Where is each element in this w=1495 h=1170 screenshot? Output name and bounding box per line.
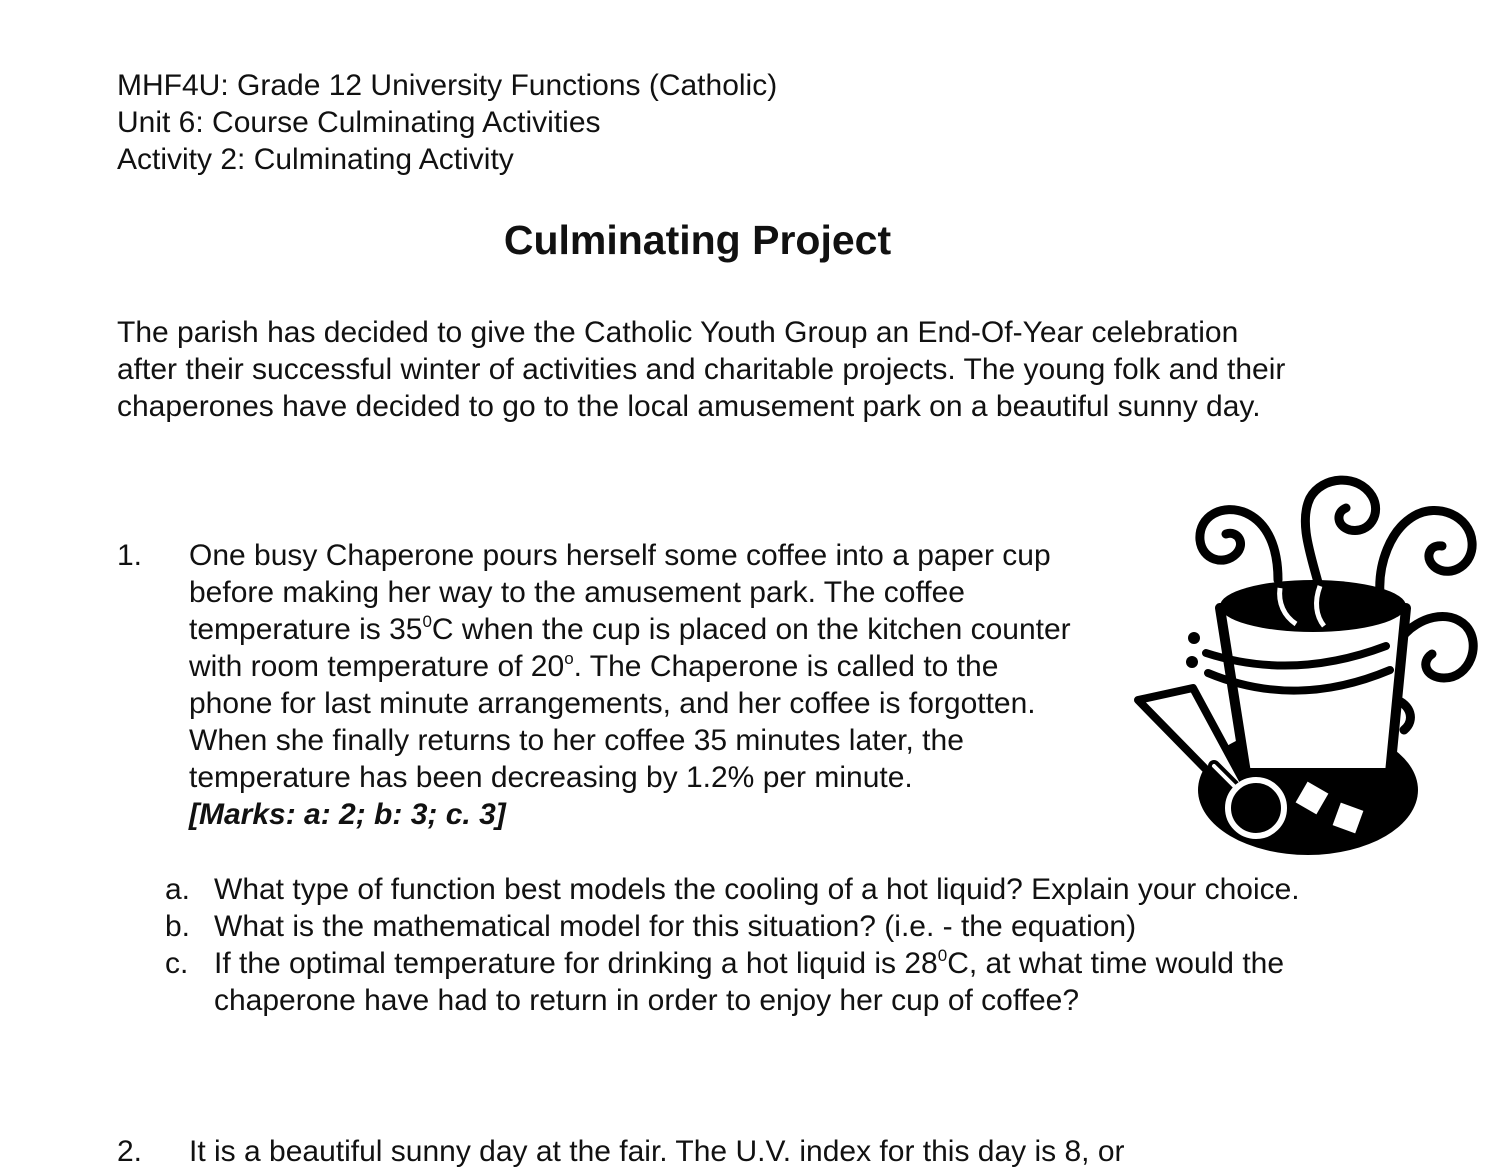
question-1-line: phone for last minute arrangements, and her coffee is forgotten. (189, 687, 1036, 720)
subpart-c-label: c. (165, 947, 189, 980)
subpart-a (165, 871, 1305, 908)
subpart-a-label: a. (165, 873, 191, 906)
subpart-b-text: What is the mathematical model for this situation? (i.e. - the equation) (214, 910, 1137, 943)
text-fragment: If the optimal temperature for drinking a hot liquid is 28 (214, 947, 938, 980)
text-fragment: C when the cup is placed on the kitchen counter (431, 613, 1071, 646)
course-header (117, 67, 777, 178)
superscript: o (564, 649, 574, 668)
question-1-line: When she finally returns to her coffee 35 minutes later, the (189, 724, 964, 757)
question-1-line: temperature has been decreasing by 1.2% per minute. (189, 761, 913, 794)
page-title: Culminating Project (503, 217, 892, 263)
superscript: 0 (422, 612, 432, 631)
intro-paragraph: The parish has decided to give the Catholic Youth Group an End-Of-Year celebration after their successful winter of activities and charitable projects. The young folk and their chaperones have decided to go to the local amusement park on a beautiful sunny day. (117, 316, 1286, 423)
text-fragment: temperature is 35 (189, 613, 423, 646)
question-2 (117, 1133, 1125, 1170)
unit-line: Unit 6: Course Culminating Activities (117, 106, 601, 139)
text-fragment: . The Chaperone is called to the (573, 650, 999, 683)
activity-line: Activity 2: Culminating Activity (117, 143, 514, 176)
coffee-cup-icon (1128, 468, 1484, 860)
subpart-b-label: b. (165, 910, 191, 943)
question-1-number: 1. (117, 539, 143, 572)
subpart-a-text: What type of function best models the cooling of a hot liquid? Explain your choice. (214, 873, 1300, 906)
text-fragment: with room temperature of 20 (189, 650, 565, 683)
question-1-line (189, 611, 1149, 648)
subpart-b (165, 908, 1305, 945)
question-1-line: One busy Chaperone pours herself some coffee into a paper cup (189, 539, 1051, 572)
question-1-subparts (165, 871, 1305, 1019)
question-1-line (189, 648, 1149, 685)
superscript: 0 (937, 946, 948, 965)
question-1-text (189, 537, 1149, 833)
text-fragment: C, at what time would the chaperone have had to return in order to enjoy her cup of coffee? (214, 947, 1285, 1017)
question-2-number: 2. (117, 1135, 143, 1168)
subpart-c-text (214, 947, 1284, 1017)
question-2-text: It is a beautiful sunny day at the fair. The U.V. index for this day is 8, or (189, 1135, 1125, 1168)
question-1-line: before making her way to the amusement park. The coffee (189, 576, 965, 609)
marks-allocation: [Marks: a: 2; b: 3; c. 3] (189, 798, 506, 831)
course-code-line: MHF4U: Grade 12 University Functions (Catholic) (117, 69, 778, 102)
subpart-c (165, 945, 1305, 1019)
